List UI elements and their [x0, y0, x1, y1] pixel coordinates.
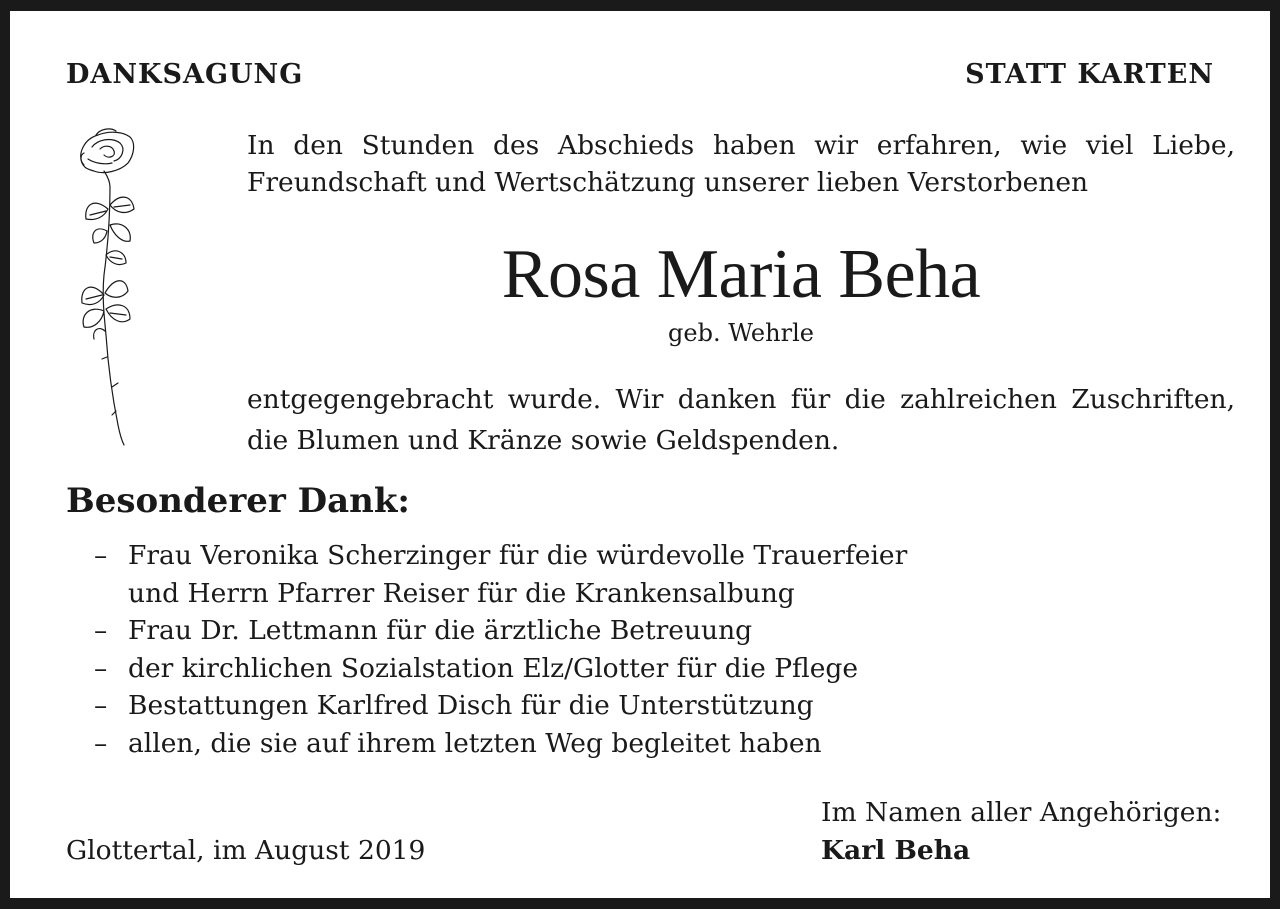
dash-bullet: –: [94, 615, 108, 646]
list-item: [94, 725, 907, 763]
list-item-text: Frau Veronika Scherzinger für die würdevolle Trauerfeier: [128, 540, 908, 571]
body-text-line: die Blumen und Kränze sowie Geldspenden.: [247, 425, 840, 456]
list-item: [94, 650, 907, 688]
closing-phrase: Im Namen aller Angehörigen:: [821, 797, 1222, 828]
list-item-continuation: [94, 575, 907, 613]
dash-bullet: –: [94, 727, 108, 759]
special-thanks-list: [94, 537, 907, 762]
dash-bullet: –: [94, 652, 108, 684]
list-item-text: Frau Dr. Lettmann für die ärztliche Betreuung: [128, 615, 753, 646]
intro-line: In den Stunden des Abschieds haben wir erfahren, wie viel Liebe,: [247, 130, 1235, 161]
statt-karten-label: STATT KARTEN: [965, 59, 1214, 90]
intro-line: Freundschaft und Wertschätzung unserer lieben Verstorbenen: [247, 167, 1089, 198]
list-item: [94, 537, 907, 575]
maiden-name: geb. Wehrle: [668, 319, 814, 347]
body-text-line: entgegengebracht wurde. Wir danken für die zahlreichen Zuschriften,: [247, 384, 1235, 415]
special-thanks-heading: Besonderer Dank:: [66, 481, 410, 521]
list-item-text: Bestattungen Karlfred Disch für die Unterstützung: [128, 690, 814, 721]
signatory-name: Karl Beha: [821, 835, 971, 866]
list-item-text: der kirchlichen Sozialstation Elz/Glotter für die Pflege: [128, 652, 859, 684]
place-date: Glottertal, im August 2019: [66, 835, 426, 866]
dash-bullet: –: [94, 540, 108, 571]
dash-bullet: –: [94, 690, 108, 721]
list-item: [94, 612, 907, 650]
list-item-text: und Herrn Pfarrer Reiser für die Krankensalbung: [128, 577, 795, 609]
rose-icon: [74, 125, 140, 447]
list-item: [94, 687, 907, 725]
deceased-name: Rosa Maria Beha: [501, 236, 981, 313]
card-type-label: DANKSAGUNG: [66, 59, 304, 90]
list-item-text: allen, die sie auf ihrem letzten Weg begleitet haben: [128, 727, 822, 759]
